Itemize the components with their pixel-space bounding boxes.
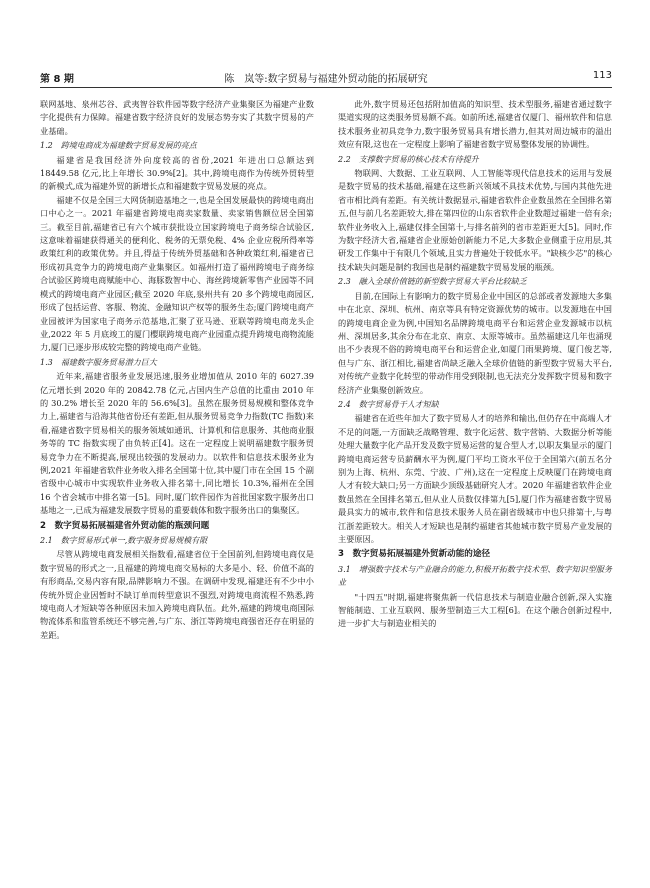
body-paragraph: 福建省在近些年加大了数字贸易人才的培养和输出,但仍存在中高端人才不足的问题,一方面缺乏战略管理、数字化运营、数字营销、大数据分析等能处理大量数字化产品开发及数字贸易运营的复合型人才,以职友集显示的厦门跨境电商运营专员薪酬水平为例,厦门平均工资水平位于全国第六(前五名分别为上海、杭州、东莞、宁波、广州),这在一定程度上反映厦门在跨境电商人才有较大缺口;另一方面缺少顶级基础研究人才。2020 年福建省软件企业数虽然在全国排名第五,但从业人员数仅排第九[5],厦门作为福建省数字贸易最具实力的城市,软件和信息技术服务人员在副省级城市中也只排第十,与粤江浙差距较大。相关人才短缺也是制约福建省其他城市数字贸易产业发展的主要原因。	[338, 413, 612, 544]
header-rule	[40, 87, 612, 88]
subsection-heading: 2.3 融入全球价值链的新型数字贸易大平台比较缺乏	[338, 277, 527, 287]
running-title: 陈 岚等:数字贸易与福建外贸动能的拓展研究	[224, 74, 428, 85]
subsection-heading: 1.2 跨境电商成为福建数字贸易发展的亮点	[40, 141, 197, 151]
body-paragraph: "十四五"时期,福建将聚焦新一代信息技术与制造业融合创新,深入实施智能制造、工业互联网、服务型制造三大工程[6]。在这个融合创新过程中,进一步扩大与制造业相关的	[338, 591, 612, 629]
right-column	[338, 98, 612, 631]
body-paragraph: 此外,数字贸易还包括附加值高的知识型、技术型服务,福建省通过数字渠道实现的这类服务贸易额不高。如前所述,福建省仅厦门、福州软件和信息技术服务业初具竞争力,数字服务贸易具有增长潜力,但其对周边城市的溢出效应有限,这也在一定程度上影响了福建省数字贸易整体发展的协调性。	[338, 99, 612, 150]
body-paragraph: 物联网、大数据、工业互联网、人工智能等现代信息技术的运用与发展是数字贸易的技术基础,福建在这些新兴领域不具技术优势,与国内其他先进省市相比尚有差距。有关统计数据显示,福建省软件企业数虽然在全国排名第五,但与前几名差距较大,排在第四位的山东省软件企业数超过福建一倍有余;软件业务收入上,福建仅排全国第十,与排名前列的省市差距更大[5]。同时,作为数字经济大省,福建省企业原始创新能力不足,大多数企业侧重于应用层,其研发工作集中于有限几个领域,且实力普遍处于较低水平。"缺核少芯"的核心技术缺失问题是制约我国也是制约福建数字贸易发展的瓶颈。	[338, 168, 612, 272]
subsection-heading: 2.2 支撑数字贸易的核心技术有待提升	[338, 154, 479, 164]
body-paragraph: 近年来,福建省服务业发展迅速,服务业增加值从 2010 年的 6027.39 亿元增长到 2020 年的 20842.78 亿元,占国内生产总值的比重由 2010 年的 30.2% 增长至 2020 年的 56.6%[3]。虽然在服务贸易规模和整体竞争力上,福建省与沿海其他省份还有差距,但从服务贸易竞争力指数(TC 指数)来看,福建省数字贸易相关的服务领域如通讯、计算机和信息服务、其他商业服务等的 TC 指数实现了由负转正[4]。这在一定程度上说明福建数字服务贸易竞争力在不断提高,展现出较强的发展动力。以软件和信息技术服务业为例,2021 年福建省软件业务收入排名全国第十位,其中厦门市在全国 15 个副省级中心城市中实现软件业务收入排名第十,同比增长 10.3%,福州在全国 16 个省会城市中排名第一[5]。同时,厦门软件园作为首批国家数字服务出口基地之一,已成为福建发展数字贸易的重要载体和数字服务出口的集聚区。	[40, 371, 314, 516]
body-paragraph: 尽管从跨境电商发展相关指数看,福建省位于全国前列,但跨境电商仅是数字贸易的形式之一,且福建的跨境电商交易标的大多是小、轻、价值不高的有形商品,交易内容有限,品牌影响力不强。在调研中发现,福建还有不少中小传统外贸企业因暂时不缺订单而转型意识不强烈,对跨境电商流程不熟悉,跨境电商人才短缺等各种原因未加入跨境电商队伍。此外,福建的跨境电商国际物流体系和监管系统还不够完善,与广东、浙江等跨境电商强省还存在明显的差距。	[40, 549, 314, 640]
subsection-heading: 1.3 福建数字服务贸易潜力巨大	[40, 357, 157, 367]
section-heading: 2 数字贸易拓展福建省外贸动能的瓶颈问题	[40, 520, 210, 531]
section-heading: 3 数字贸易拓展福建外贸新动能的途径	[338, 549, 491, 560]
subsection-heading: 2.4 数字贸易骨干人才短缺	[338, 399, 439, 409]
left-column	[40, 98, 314, 642]
body-paragraph: 目前,在国际上有影响力的数字贸易企业中国区的总部或者发源地大多集中在北京、深圳、杭州、南京等具有特定资源优势的城市。以发源地在中国的跨境电商企业为例,中国知名品牌跨境电商平台和运营企业发源城市以杭州、深圳居多,其余分布在北京、南京、太原等城市。虽然福建这几年也涌现出不少表现不俗的跨境电商平台和运营企业,如厦门雨果跨境、厦门俊艺等,但与广东、浙江相比,福建省尚缺乏融入全球价值链的新型数字贸易大平台,对传统产业数字化转型的带动作用受到限制,也无法充分发挥数字贸易和数字经济产业集聚创新效应。	[338, 290, 612, 395]
subsection-heading: 2.1 数字贸易形式单一,数字服务贸易规模有限	[40, 536, 208, 545]
body-paragraph: 福建不仅是全国三大网货制造基地之一,也是全国发展最快的跨境电商出口中心之一。2021 年福建省跨境电商卖家数量、卖家销售额位居全国第三。截至目前,福建省已有六个城市获批设立国家跨境电子商务综合试验区,这意味着福建获得通关的便利化、税务的无票免税、4% 企业应税所得率等政策红利的政策优势。并且,得益于传统外贸基础和各种政策红利,福建省已形成初具竞争力的跨境电商产业集聚区。如福州打造了福州跨境电子商务综合试验区跨境电商赋能中心、海豚数智中心、海丝跨境新零售产业园等不同模式的跨境电商产业园区;截至 2020 年底,泉州共有 20 多个跨境电商园区,形成了包括运营、客服、物流、金融知识产权等的服务生态;厦门跨境电商产业园被评为国家电子商务示范基地,汇聚了亚马逊、亚联等跨境电商龙头企业,2022 年 5 月底竣工的厦门樱联跨境电商产业园重点提升跨境电商物流能力,厦门已逐步形成较完整的跨境电商产业链。	[40, 194, 314, 353]
page-number: 113	[592, 70, 612, 81]
page-header	[40, 70, 612, 86]
subsection-heading: 3.1 增强数字技术与产业融合的能力,积极开拓数字技术型、数字知识型服务业	[338, 564, 612, 588]
body-paragraph: 联网基地、泉州芯谷、武夷智谷软件园等数字经济产业集聚区为福建产业数字化提供有力保障。福建省数字经济良好的发展态势夯实了其数字贸易的产业基础。	[40, 99, 314, 136]
body-paragraph: 福建省是我国经济外向度较高的省份,2021 年进出口总额达到 18449.58 亿元,比上年增长 30.9%[2]。其中,跨境电商作为传统外贸转型的新模式,成为福建外贸的新增长点和福建数字贸易发展的亮点。	[40, 154, 314, 192]
issue-number: 第 8 期	[40, 74, 74, 85]
